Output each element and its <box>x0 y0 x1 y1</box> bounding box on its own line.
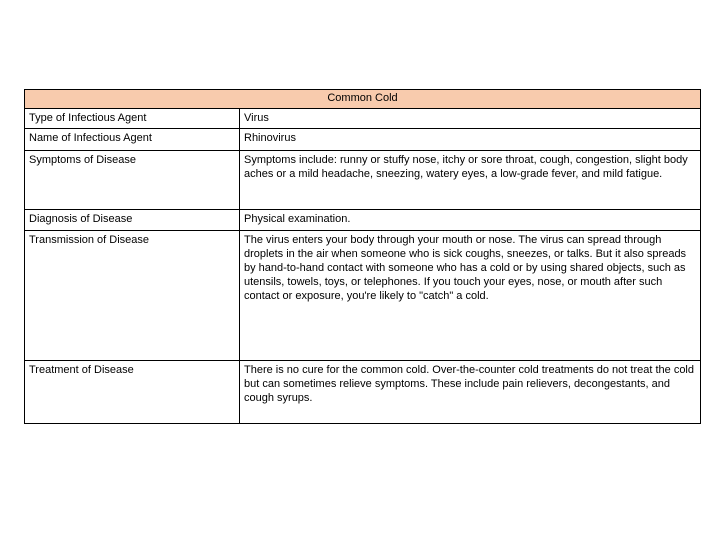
row-value: There is no cure for the common cold. Over-the-counter cold treatments do not treat the cold but can sometimes relieve symptoms. These include pain relievers, decongestants, and cough syrups. <box>240 361 701 424</box>
row-value: The virus enters your body through your mouth or nose. The virus can spread through droplets in the air when someone who is sick coughs, sneezes, or talks. But it also spreads by hand-to-hand contact with someone who has a cold or by using shared objects, such as utensils, towels, toys, or telephones. If you touch your eyes, nose, or mouth after such contact or exposure, you're likely to "catch" a cold. <box>240 231 701 361</box>
row-label: Symptoms of Disease <box>25 151 240 210</box>
table-row <box>25 361 701 424</box>
table-title: Common Cold <box>25 90 701 109</box>
table-header-row <box>25 90 701 109</box>
row-value: Virus <box>240 109 701 129</box>
row-value: Symptoms include: runny or stuffy nose, itchy or sore throat, cough, congestion, slight body aches or a mild headache, sneezing, watery eyes, a low-grade fever, and mild fatigue. <box>240 151 701 210</box>
table-row <box>25 129 701 151</box>
row-label: Diagnosis of Disease <box>25 210 240 231</box>
row-value: Rhinovirus <box>240 129 701 151</box>
table-row <box>25 210 701 231</box>
row-label: Transmission of Disease <box>25 231 240 361</box>
row-label: Name of Infectious Agent <box>25 129 240 151</box>
row-label: Treatment of Disease <box>25 361 240 424</box>
table-row <box>25 231 701 361</box>
table-row <box>25 151 701 210</box>
row-label: Type of Infectious Agent <box>25 109 240 129</box>
disease-info-table <box>24 89 701 424</box>
row-value: Physical examination. <box>240 210 701 231</box>
table-row <box>25 109 701 129</box>
